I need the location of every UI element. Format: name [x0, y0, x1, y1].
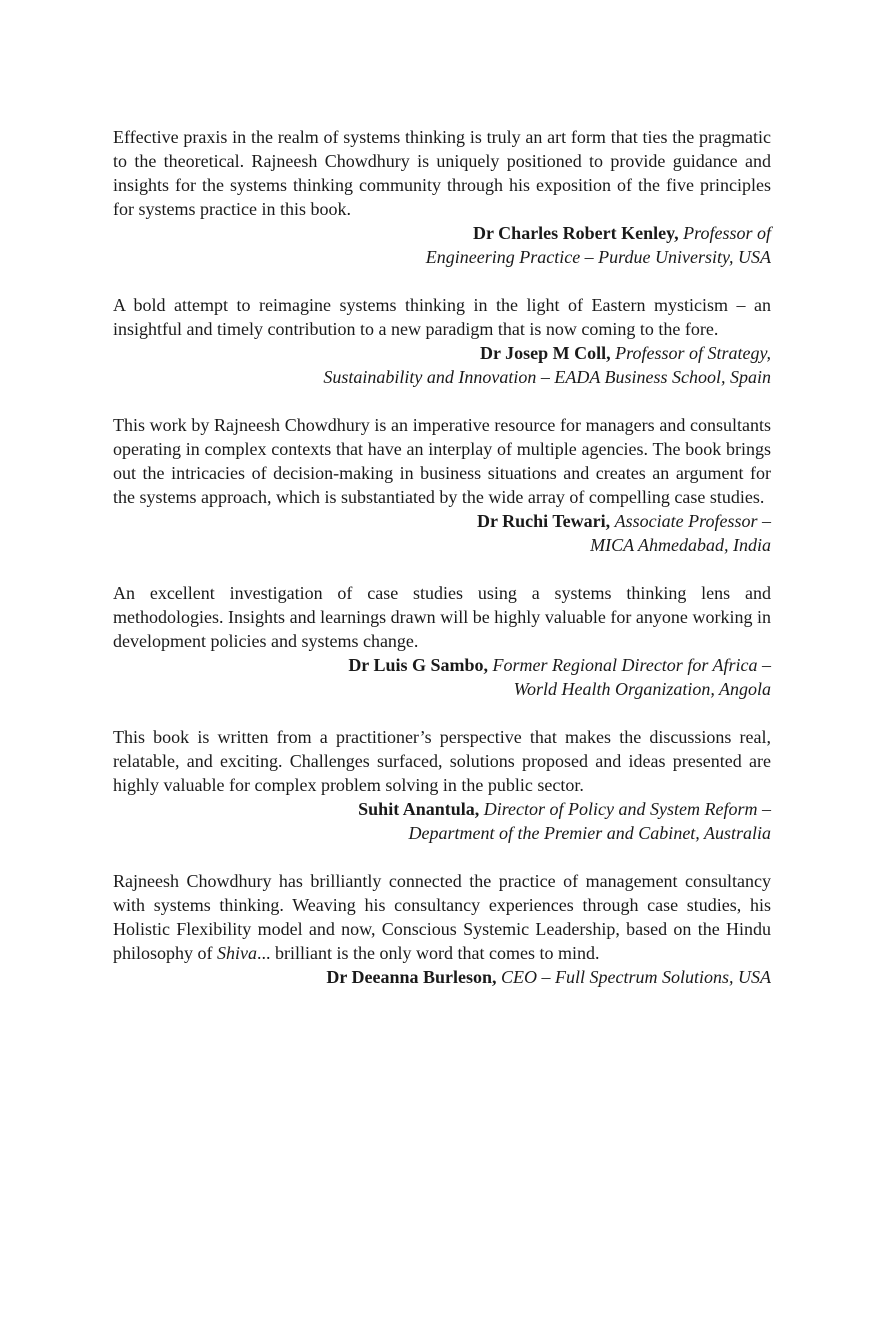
endorser-affiliation: Department of the Premier and Cabinet, Australia [408, 823, 771, 843]
endorsement-kenley [113, 125, 771, 269]
endorser-name: Dr Charles Robert Kenley, [473, 223, 679, 243]
endorsement-quote: This book is written from a practitioner’s perspective that makes the discussions real, relatable, and exciting. Challenges surfaced, solutions proposed and ideas presented are highly valuable for complex problem solving in the public sector. [113, 727, 771, 795]
endorsement-tewari [113, 413, 771, 557]
endorser-affiliation: MICA Ahmedabad, India [590, 535, 771, 555]
endorsement-attribution [113, 653, 771, 701]
quote-text-after: ... brilliant is the only word that comes to mind. [257, 943, 600, 963]
endorser-name: Dr Luis G Sambo, [348, 655, 489, 675]
endorsement-coll [113, 293, 771, 389]
endorser-name: Suhit Anantula, [358, 799, 480, 819]
endorsement-quote: Effective praxis in the realm of systems thinking is truly an art form that ties the pragmatic to the theoretical. Rajneesh Chowdhury is uniquely positioned to provide guidance and insights for the systems thinking community through his exposition of the five principles for systems practice in this book. [113, 127, 771, 219]
endorsement-quote: A bold attempt to reimagine systems thinking in the light of Eastern mysticism – an insightful and timely contribution to a new paradigm that is now coming to the fore. [113, 295, 771, 339]
endorser-role: Director of Policy and System Reform – [483, 799, 771, 819]
endorsement-quote: An excellent investigation of case studies using a systems thinking lens and methodologies. Insights and learnings drawn will be highly valuable for anyone working in development policies and systems change. [113, 583, 771, 651]
endorsement-attribution [113, 221, 771, 269]
quote-text-before: Rajneesh Chowdhury has brilliantly connected the practice of management consultancy with systems thinking. Weaving his consultancy experiences through case studies, his Holistic Flexibility model and now, Conscious Systemic Leadership, based on the Hindu philosophy of [113, 871, 771, 963]
endorser-role: Former Regional Director for Africa – [492, 655, 771, 675]
endorsement-attribution [113, 509, 771, 557]
endorsement-quote [113, 869, 771, 965]
endorser-role: Associate Professor – [614, 511, 771, 531]
quote-emphasis: Shiva [217, 943, 258, 963]
endorser-role: Professor of Strategy, [615, 343, 771, 363]
endorsement-sambo [113, 581, 771, 701]
endorser-affiliation: Sustainability and Innovation – EADA Business School, Spain [323, 367, 771, 387]
endorser-role: CEO – Full Spectrum Solutions, USA [501, 967, 771, 987]
endorser-affiliation: World Health Organization, Angola [513, 679, 771, 699]
endorsements-page [113, 125, 771, 1013]
endorsement-attribution [113, 341, 771, 389]
endorsement-attribution [113, 797, 771, 845]
endorser-affiliation: Engineering Practice – Purdue University, USA [425, 247, 771, 267]
endorsement-anantula [113, 725, 771, 845]
endorser-name: Dr Deeanna Burleson, [326, 967, 497, 987]
endorser-name: Dr Josep M Coll, [479, 343, 611, 363]
endorser-role: Professor of [683, 223, 771, 243]
endorsement-quote: This work by Rajneesh Chowdhury is an imperative resource for managers and consultants operating in complex contexts that have an interplay of multiple agencies. The book brings out the intricacies of decision-making in business situations and creates an argument for the systems approach, which is substantiated by the wide array of compelling case studies. [113, 415, 771, 507]
endorsement-burleson [113, 869, 771, 989]
endorsement-attribution [113, 965, 771, 989]
endorser-name: Dr Ruchi Tewari, [476, 511, 611, 531]
